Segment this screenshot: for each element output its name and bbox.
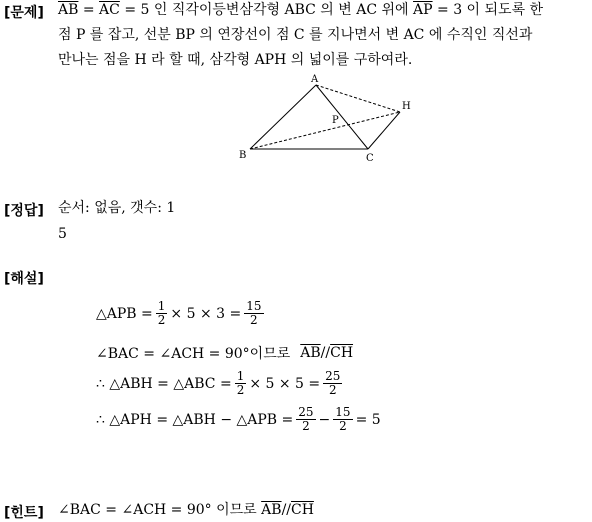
answer-tag: [정답]: [4, 203, 44, 219]
segment-ab: $\overline{AB}$: [261, 502, 282, 518]
fraction: $\frac{1}{2}$: [236, 369, 245, 397]
segment-ac: $\overline{AC}$: [99, 2, 120, 18]
problem-line-2: 점 P 를 잡고, 선분 BP 의 연장선이 점 C 를 지나면서 변 AC 에 수직인 직선과: [58, 27, 533, 43]
label-c: C: [366, 153, 374, 164]
edge-ab: [250, 85, 316, 149]
edge-ah: [316, 85, 400, 112]
problem-line-1: $\overline{AB} = \overline{AC} = 5$ 인 직각이등변삼각형 ABC 의 변 AC 위에 $\overline{AP} = 3$ 이 되도록 한: [58, 2, 544, 18]
edge-ac: [316, 85, 368, 149]
segment-ab: $\overline{AB}$: [58, 2, 79, 18]
fraction: $\frac{15}{2}$: [246, 299, 262, 327]
segment-ap: $\overline{AP}$: [413, 2, 433, 18]
solution-eq-1: △APB = $\frac{1}{2}$ × 5 × 3 = $\frac{15}{2}$: [96, 299, 262, 327]
fraction: $\frac{25}{2}$: [325, 369, 341, 397]
solution-eq-4: ∴ △APH = △ABH − △APB = $\frac{25}{2}$ − $\frac{15}{2}$ = 5: [96, 405, 381, 433]
fraction: $\frac{15}{2}$: [335, 405, 351, 433]
solution-eq-2: ∠BAC = ∠ACH = 90°이므로 $\overline{AB}$ // $\overline{CH}$: [96, 345, 354, 362]
label-a: A: [311, 74, 319, 85]
fraction: $\frac{25}{2}$: [298, 405, 314, 433]
label-h: H: [402, 101, 411, 112]
label-p: P: [332, 115, 339, 126]
segment-ch: $\overline{CH}$: [291, 502, 314, 518]
answer-meta: 순서: 없음, 갯수: 1: [58, 200, 176, 216]
problem-line-3: 만나는 점을 H 라 할 때, 삼각형 APH 의 넓이를 구하여라.: [58, 52, 413, 68]
problem-tag: [문제]: [4, 5, 44, 21]
segment-ch: $\overline{CH}$: [330, 345, 354, 361]
solution-tag: [해설]: [4, 271, 44, 287]
hint-text: ∠BAC = ∠ACH = 90° 이므로 $\overline{AB}//\overline{CH}$: [58, 502, 314, 518]
edge-ch: [368, 112, 400, 149]
segment-ab: $\overline{AB}$: [300, 345, 321, 361]
fraction: $\frac{1}{2}$: [157, 299, 166, 327]
edge-bh: [250, 112, 400, 149]
answer-value: 5: [58, 226, 67, 242]
triangle-figure: [230, 70, 420, 165]
solution-eq-3: ∴ △ABH = △ABC = $\frac{1}{2}$ × 5 × 5 = $\frac{25}{2}$: [96, 369, 341, 397]
label-b: B: [239, 150, 247, 161]
hint-tag: [힌트]: [4, 505, 44, 521]
